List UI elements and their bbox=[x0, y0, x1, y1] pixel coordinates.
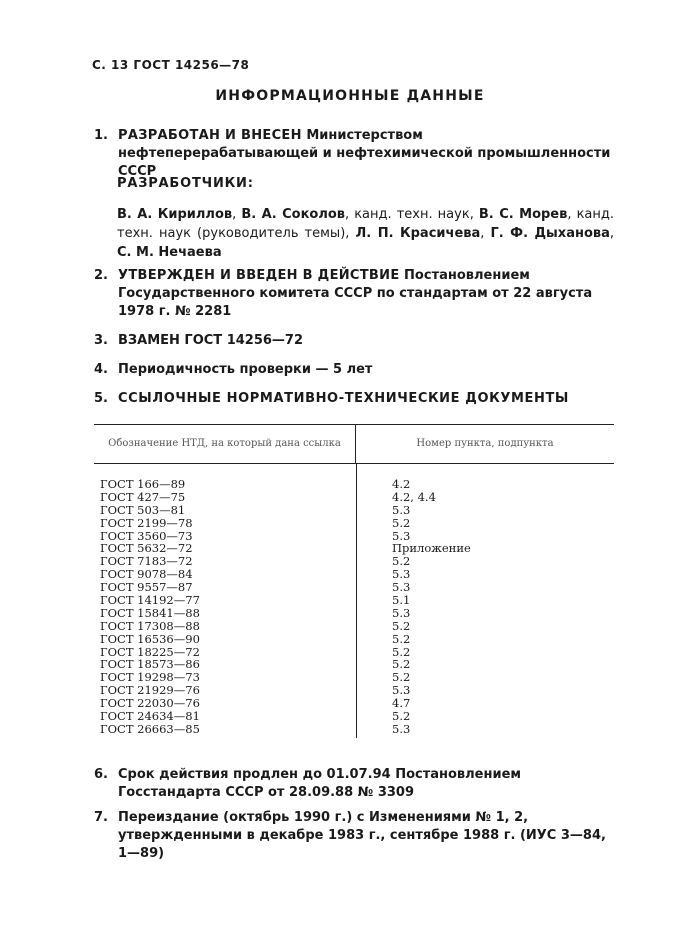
info-item-4 bbox=[94, 361, 614, 379]
table-row bbox=[94, 620, 614, 633]
cell-document: ГОСТ 9557—87 bbox=[100, 580, 193, 595]
cell-section: 4.7 bbox=[392, 696, 411, 711]
item-number: 4. bbox=[94, 362, 108, 377]
table-row bbox=[94, 710, 614, 723]
item-text: ССЫЛОЧНЫЕ НОРМАТИВНО-ТЕХНИЧЕСКИЕ ДОКУМЕНТЫ bbox=[118, 391, 569, 406]
cell-document: ГОСТ 24634—81 bbox=[100, 709, 200, 724]
item-number: 5. bbox=[94, 391, 108, 406]
cell-section: Приложение bbox=[392, 541, 471, 556]
cell-document: ГОСТ 17308—88 bbox=[100, 618, 200, 633]
developer-name: Г. Ф. Дыханова bbox=[490, 226, 610, 241]
cell-section: 5.2 bbox=[392, 670, 411, 685]
cell-document: ГОСТ 21929—76 bbox=[100, 683, 200, 698]
developer-name: С. М. Нечаева bbox=[117, 245, 222, 260]
developers-heading: РАЗРАБОТЧИКИ: bbox=[117, 176, 254, 191]
cell-section: 5.1 bbox=[392, 593, 411, 608]
cell-section: 4.2, 4.4 bbox=[392, 489, 436, 504]
table-body bbox=[94, 464, 614, 736]
item-text: Министерством нефтеперерабатывающей и нефтехимической промышленности СССР bbox=[118, 128, 611, 179]
references-table bbox=[94, 424, 614, 736]
cell-document: ГОСТ 166—89 bbox=[100, 477, 186, 491]
item-number: 2. bbox=[94, 268, 108, 283]
cell-document: ГОСТ 16536—90 bbox=[100, 631, 200, 646]
table-row bbox=[94, 607, 614, 620]
cell-document: ГОСТ 18573—86 bbox=[100, 657, 200, 672]
cell-section: 5.3 bbox=[392, 580, 411, 595]
cell-document: ГОСТ 3560—73 bbox=[100, 528, 193, 543]
table-row bbox=[94, 517, 614, 530]
item-lead: РАЗРАБОТАН И ВНЕСЕН bbox=[118, 128, 302, 143]
cell-section: 5.3 bbox=[392, 567, 411, 582]
cell-section: 5.2 bbox=[392, 618, 411, 633]
item-number: 6. bbox=[94, 767, 108, 782]
item-number: 1. bbox=[94, 128, 108, 143]
cell-section: 5.2 bbox=[392, 657, 411, 672]
cell-section: 5.3 bbox=[392, 502, 411, 517]
developer-degree: канд. техн. наук (руководитель темы) bbox=[117, 207, 615, 241]
cell-document: ГОСТ 2199—78 bbox=[100, 515, 193, 530]
column-header-section: Номер пункта, подпункта bbox=[416, 438, 554, 449]
info-item-5 bbox=[94, 390, 614, 408]
cell-section: 4.2 bbox=[392, 477, 411, 491]
item-lead: УТВЕРЖДЕН И ВВЕДЕН В ДЕЙСТВИЕ bbox=[118, 268, 400, 283]
cell-document: ГОСТ 22030—76 bbox=[100, 696, 200, 711]
info-item-6 bbox=[94, 766, 614, 802]
info-item-2 bbox=[94, 267, 614, 321]
table-row bbox=[94, 478, 614, 491]
cell-section: 5.3 bbox=[392, 721, 411, 736]
item-text: Срок действия продлен до 01.07.94 Постановлением Госстандарта СССР от 28.09.88 № 3309 bbox=[118, 767, 522, 800]
cell-section: 5.2 bbox=[392, 644, 411, 659]
table-row bbox=[94, 491, 614, 504]
developer-name: В. С. Морев bbox=[478, 207, 568, 222]
developer-name: Л. П. Красичева bbox=[355, 226, 481, 241]
cell-document: ГОСТ 26663—85 bbox=[100, 721, 200, 736]
table-header-row bbox=[94, 425, 614, 464]
cell-section: 5.3 bbox=[392, 683, 411, 698]
item-text: Переиздание (октябрь 1990 г.) с Изменениями № 1, 2, утвержденными в декабре 1983 г., сентябре 1988 г. (ИУС 3—84, 1—89) bbox=[118, 810, 606, 861]
document-title: ИНФОРМАЦИОННЫЕ ДАННЫЕ bbox=[215, 88, 485, 104]
column-header-document: Обозначение НТД, на который дана ссылка bbox=[94, 425, 356, 463]
info-item-3 bbox=[94, 332, 614, 350]
item-text: Постановлением Государственного комитета СССР по стандартам от 22 августа 1978 г. № 2281 bbox=[118, 268, 593, 319]
cell-section: 5.3 bbox=[392, 605, 411, 620]
table-row bbox=[94, 594, 614, 607]
cell-document: ГОСТ 427—75 bbox=[100, 489, 186, 504]
cell-document: ГОСТ 18225—72 bbox=[100, 644, 200, 659]
cell-document: ГОСТ 19298—73 bbox=[100, 670, 200, 685]
info-item-1 bbox=[94, 127, 614, 181]
cell-document: ГОСТ 503—81 bbox=[100, 502, 186, 517]
info-item-7 bbox=[94, 809, 614, 863]
cell-section: 5.2 bbox=[392, 631, 411, 646]
developer-degree: канд. техн. наук bbox=[354, 207, 470, 222]
cell-section: 5.2 bbox=[392, 554, 411, 569]
table-row bbox=[94, 504, 614, 517]
cell-document: ГОСТ 7183—72 bbox=[100, 554, 193, 569]
cell-document: ГОСТ 14192—77 bbox=[100, 593, 200, 608]
item-text: ВЗАМЕН ГОСТ 14256—72 bbox=[118, 333, 304, 348]
cell-document: ГОСТ 9078—84 bbox=[100, 567, 193, 582]
page-header: С. 13 ГОСТ 14256—78 bbox=[92, 58, 250, 72]
table-row bbox=[94, 723, 614, 736]
item-number: 3. bbox=[94, 333, 108, 348]
developer-name: В. А. Кириллов bbox=[117, 207, 233, 222]
developer-name: В. А. Соколов bbox=[241, 207, 345, 222]
item-text: Периодичность проверки — 5 лет bbox=[118, 362, 373, 377]
cell-section: 5.2 bbox=[392, 515, 411, 530]
developers-list: В. А. Кириллов, В. А. Соколов, канд. техн. наук, В. С. Морев, канд. техн. наук (руководитель темы), Л. П. Красичева, Г. Ф. Дыханова, С. М. Нечаева bbox=[117, 207, 615, 260]
cell-document: ГОСТ 5632—72 bbox=[100, 541, 193, 556]
cell-section: 5.2 bbox=[392, 709, 411, 724]
table-row bbox=[94, 633, 614, 646]
item-number: 7. bbox=[94, 810, 108, 825]
cell-section: 5.3 bbox=[392, 528, 411, 543]
cell-document: ГОСТ 15841—88 bbox=[100, 605, 200, 620]
